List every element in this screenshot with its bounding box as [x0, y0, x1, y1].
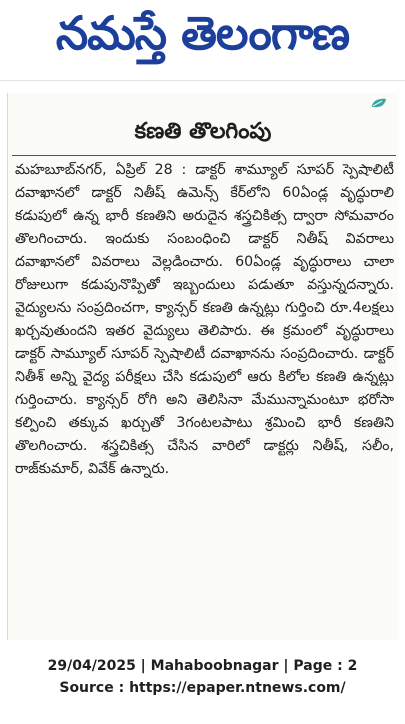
article-body: మహబూబ్‌నగర్, ఏప్రిల్ 28 : డాక్టర్ శామ్యూల్ సూపర్ స్పెషాలిటీ దవాఖానలో డాక్టర్ నితీష్ ఉమెన్స్ కేర్‌లోని 60ఏండ్ల వృద్ధురాలి కడుపులో ఉన్న భారీ కణతిని అరుదైన శస్త్రచికిత్స ద్వారా సోమవారం తొలగించారు. ఇందుకు సంబంధించి డాక్టర్ నితీష్ వివరాలు దవాఖానలో వివరాలు వెల్లడించారు. 60ఏండ్ల వృద్ధురాలు చాలా రోజులుగా కడుపునొప్పితో ఇబ్బందులు పడుతూ వస్తున్నదన్నారు. వైద్యులను సంప్రదించగా, క్యాన్సర్ కణతి ఉన్నట్లు గుర్తించి రూ.4లక్షలు ఖర్చవుతుందని ఇతర వైద్యులు తెలిపారు. ఈ క్రమంలో వృద్ధురాలు డాక్టర్ సామ్యూల్ సూపర్ స్పెషాలిటీ దవాఖానను సంప్రదించారు. డాక్టర్ నితీశ్ అన్ని వైద్య పరీక్షలు చేసి కడుపులో ఆరు కిలోల కణతి ఉన్నట్లు గుర్తించారు. క్యాన్సర్ రోగి అని తెలిసినా మేమున్నామంటూ భరోసా కల్పించి తక్కువ ఖర్చుతో 3గంటలపాటు శ్రమించి భారీ కణతిని తొలగించారు. శస్త్రచికిత్స చేసిన వారిలో డాక్టర్లు నితీష్, సలీం, రాజ్‌కుమార్, వివేక్ ఉన్నారు.	[15, 162, 394, 477]
masthead	[0, 0, 405, 81]
newspaper-title: నమస్తే తెలంగాణ	[55, 6, 350, 60]
leaf-icon	[370, 97, 388, 109]
edition-info: 29/04/2025 | Mahaboobnagar | Page : 2	[47, 658, 358, 674]
article-clipping	[7, 93, 398, 640]
article-headline: కణతి తొలగింపు	[134, 119, 272, 144]
page-footer	[0, 655, 405, 699]
headline-divider	[12, 155, 396, 156]
source-link[interactable]: Source : https://epaper.ntnews.com/	[59, 680, 346, 696]
